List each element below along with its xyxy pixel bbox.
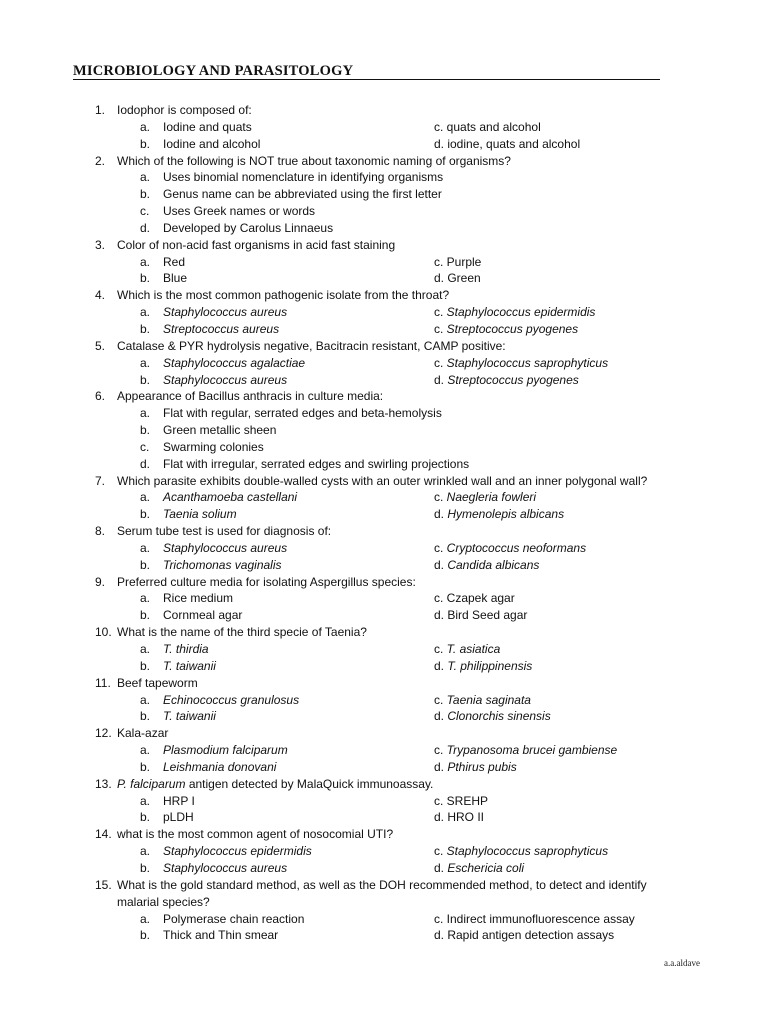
- text-run: T. thirdia: [163, 642, 209, 656]
- option-letter: a.: [140, 355, 151, 370]
- question-number: 4.: [95, 288, 106, 303]
- option-row: [0, 658, 768, 675]
- text-run: Developed by Carolus Linnaeus: [163, 220, 334, 235]
- question-line: [0, 388, 768, 405]
- option-text-right: [434, 860, 524, 877]
- text-run: Taenia solium: [163, 507, 237, 522]
- option-row: [0, 506, 768, 523]
- option-text-right: [434, 809, 484, 826]
- option-row: [0, 254, 768, 271]
- question-text: [117, 473, 647, 490]
- text-run: malarial species?: [117, 894, 210, 909]
- text-run: Blue: [163, 271, 188, 286]
- option-text-right: [434, 270, 481, 287]
- text-run: c. Czapek agar: [434, 591, 515, 606]
- option-text-right: [434, 304, 595, 321]
- option-letter: d.: [140, 456, 151, 471]
- question-number: 13.: [95, 776, 112, 791]
- option-text-right: [434, 607, 527, 624]
- question-text: [117, 826, 393, 843]
- option-row: [0, 708, 768, 725]
- text-run: Echinococcus granulosus: [163, 692, 300, 707]
- option-row: [0, 759, 768, 776]
- option-text: [163, 355, 305, 372]
- text-run: d.: [434, 709, 448, 724]
- text-run: Staphylococcus agalactiae: [163, 355, 306, 370]
- option-letter: b.: [140, 557, 151, 572]
- option-text-right: [434, 692, 531, 709]
- option-text-right: [434, 136, 580, 153]
- text-run: Which parasite exhibits double-walled cysts with an outer wrinkled wall and an inner polygonal wall?: [117, 473, 648, 488]
- text-run: Thick and Thin smear: [163, 928, 279, 943]
- text-run: Eschericia coli: [447, 860, 525, 875]
- option-letter: b.: [140, 372, 151, 387]
- option-letter: a.: [140, 305, 151, 320]
- question-number: 3.: [95, 237, 106, 252]
- question-text: [117, 574, 416, 591]
- option-text-right: [434, 506, 564, 523]
- option-letter: a.: [140, 119, 151, 134]
- option-row: [0, 439, 768, 456]
- option-letter: c.: [140, 204, 150, 219]
- option-row: [0, 203, 768, 220]
- option-letter: b.: [140, 507, 151, 522]
- option-row: [0, 405, 768, 422]
- option-text: [163, 607, 242, 624]
- question-line: [0, 624, 768, 641]
- text-run: d.: [434, 860, 448, 875]
- text-run: Pthirus pubis: [447, 759, 517, 774]
- option-row: [0, 641, 768, 658]
- option-text-right: [434, 254, 481, 271]
- question-text: [117, 877, 647, 894]
- option-text-right: [434, 708, 551, 725]
- text-run: d. Bird Seed agar: [434, 608, 528, 623]
- option-text: [163, 927, 278, 944]
- option-row: [0, 809, 768, 826]
- option-letter: a.: [140, 743, 151, 758]
- text-run: Preferred culture media for isolating Aspergillus species:: [117, 574, 416, 589]
- option-text: [163, 843, 312, 860]
- text-run: Which is the most common pathogenic isolate from the throat?: [117, 288, 450, 303]
- option-text-right: [434, 911, 635, 928]
- question-line: [0, 153, 768, 170]
- question-text: [117, 675, 198, 692]
- text-run: Staphylococcus epidermidis: [446, 305, 596, 320]
- page-title: MICROBIOLOGY AND PARASITOLOGY: [73, 63, 354, 79]
- option-text: [163, 708, 216, 725]
- question-line: [0, 725, 768, 742]
- option-text: [163, 692, 299, 709]
- option-letter: b.: [140, 187, 151, 202]
- question-text: [117, 102, 252, 119]
- option-text-right: [434, 742, 617, 759]
- option-letter: b.: [140, 271, 151, 286]
- text-run: c.: [434, 540, 447, 555]
- text-run: Trichomonas vaginalis: [163, 557, 282, 572]
- text-run: c.: [434, 355, 447, 370]
- option-letter: a.: [140, 692, 151, 707]
- text-run: Iodophor is composed of:: [117, 103, 252, 117]
- text-run: d.: [434, 759, 448, 774]
- question-number: 5.: [95, 338, 106, 353]
- option-text-right: [434, 843, 608, 860]
- option-letter: b.: [140, 136, 151, 151]
- text-run: Trypanosoma brucei gambiense: [446, 743, 618, 758]
- option-letter: c.: [140, 439, 150, 454]
- text-run: Acanthamoeba castellani: [163, 490, 298, 505]
- option-text: [163, 759, 276, 776]
- text-run: What is the gold standard method, as well as the DOH recommended method, to detect and identify: [117, 877, 647, 892]
- option-row: [0, 119, 768, 136]
- text-run: Appearance of Bacillus anthracis in culture media:: [117, 389, 384, 404]
- text-run: T. taiwanii: [163, 658, 216, 673]
- text-run: c.: [434, 642, 447, 656]
- option-row: [0, 793, 768, 810]
- option-row: [0, 422, 768, 439]
- text-run: c. SREHP: [434, 793, 489, 808]
- text-run: Naegleria fowleri: [446, 490, 537, 505]
- question-text: [117, 287, 449, 304]
- question-number: 7.: [95, 473, 106, 488]
- text-run: d. Green: [434, 271, 481, 286]
- text-run: Flat with irregular, serrated edges and swirling projections: [163, 456, 470, 471]
- option-text: [163, 304, 287, 321]
- option-letter: a.: [140, 254, 151, 269]
- option-text: [163, 540, 287, 557]
- option-text: [163, 321, 279, 338]
- text-run: Leishmania donovani: [163, 759, 277, 774]
- text-run: Uses binomial nomenclature in identifying organisms: [163, 170, 444, 185]
- option-row: [0, 742, 768, 759]
- text-run: d. HRO II: [434, 810, 485, 825]
- text-run: What is the name of the third specie of Taenia?: [117, 625, 367, 640]
- text-run: c. quats and alcohol: [434, 119, 541, 134]
- option-row: [0, 927, 768, 944]
- text-run: T. philippinensis: [447, 658, 533, 673]
- option-row: [0, 355, 768, 372]
- question-line: [0, 826, 768, 843]
- question-number: 6.: [95, 389, 106, 404]
- question-line: [0, 877, 768, 894]
- option-letter: b.: [140, 759, 151, 774]
- text-run: d.: [434, 557, 448, 572]
- option-text: [163, 557, 282, 574]
- question-line: [0, 574, 768, 591]
- option-letter: b.: [140, 423, 151, 438]
- text-run: Taenia saginata: [446, 692, 531, 707]
- option-row: [0, 136, 768, 153]
- text-run: Flat with regular, serrated edges and beta-hemolysis: [163, 406, 442, 421]
- option-letter: a.: [140, 540, 151, 555]
- option-text-right: [434, 119, 541, 136]
- option-row: [0, 557, 768, 574]
- option-letter: b.: [140, 321, 151, 336]
- question-number: 10.: [95, 625, 112, 640]
- text-run: antigen detected by MalaQuick immunoassay.: [185, 776, 434, 791]
- text-run: Which of the following is NOT true about taxonomic naming of organisms?: [117, 153, 511, 168]
- text-run: Iodine and quats: [163, 119, 252, 134]
- question-number: 12.: [95, 726, 112, 741]
- option-text: [163, 506, 237, 523]
- text-run: Catalase & PYR hydrolysis negative, Bacitracin resistant, CAMP positive:: [117, 338, 506, 353]
- option-row: [0, 270, 768, 287]
- option-text: [163, 742, 288, 759]
- question-number: 1.: [95, 103, 106, 117]
- text-run: c.: [434, 844, 447, 859]
- option-text-right: [434, 658, 532, 675]
- option-text-right: [434, 793, 488, 810]
- option-text-right: [434, 540, 586, 557]
- text-run: Color of non-acid fast organisms in acid fast staining: [117, 237, 396, 252]
- option-letter: a.: [140, 911, 151, 926]
- title-rule-line: [410, 79, 660, 80]
- question-text: [117, 894, 210, 911]
- option-letter: a.: [140, 490, 151, 505]
- question-text: [117, 624, 367, 641]
- text-run: Staphylococcus aureus: [163, 860, 288, 875]
- option-text: [163, 372, 287, 389]
- option-text-right: [434, 590, 515, 607]
- text-run: Kala-azar: [117, 726, 169, 741]
- option-text: [163, 270, 187, 287]
- option-text-right: [434, 759, 517, 776]
- text-run: P. falciparum: [117, 776, 186, 791]
- option-text: [163, 422, 276, 439]
- text-run: Polymerase chain reaction: [163, 911, 305, 926]
- option-text: [163, 220, 333, 237]
- option-row: [0, 169, 768, 186]
- question-text: [117, 388, 383, 405]
- option-row: [0, 540, 768, 557]
- text-run: Cornmeal agar: [163, 608, 243, 623]
- option-row: [0, 372, 768, 389]
- option-text: [163, 641, 209, 658]
- option-text: [163, 860, 287, 877]
- text-run: d.: [434, 507, 448, 522]
- text-run: Genus name can be abbreviated using the first letter: [163, 187, 442, 202]
- question-line: [0, 523, 768, 540]
- text-run: Serum tube test is used for diagnosis of:: [117, 524, 332, 539]
- question-line-continued: [0, 894, 768, 911]
- text-run: what is the most common agent of nosocomial UTI?: [117, 827, 394, 842]
- text-run: Staphylococcus aureus: [163, 540, 288, 555]
- question-line: [0, 237, 768, 254]
- option-row: [0, 220, 768, 237]
- option-letter: b.: [140, 928, 151, 943]
- text-run: Cryptococcus neoformans: [446, 540, 587, 555]
- option-text-right: [434, 927, 614, 944]
- option-text: [163, 590, 233, 607]
- text-run: d. Rapid antigen detection assays: [434, 928, 615, 943]
- option-text-right: [434, 355, 608, 372]
- text-run: Streptococcus pyogenes: [447, 372, 579, 387]
- option-row: [0, 186, 768, 203]
- text-run: c. Indirect immunofluorescence assay: [434, 911, 635, 926]
- question-text: [117, 153, 511, 170]
- text-run: Beef tapeworm: [117, 675, 198, 690]
- question-text: [117, 725, 168, 742]
- text-run: c.: [434, 321, 447, 336]
- option-text: [163, 911, 304, 928]
- option-letter: d.: [140, 220, 151, 235]
- question-number: 11.: [95, 675, 111, 690]
- option-text: [163, 793, 195, 810]
- text-run: Iodine and alcohol: [163, 136, 261, 151]
- text-run: c.: [434, 490, 447, 505]
- option-text: [163, 186, 442, 203]
- option-row: [0, 304, 768, 321]
- question-line: [0, 776, 768, 793]
- option-letter: a.: [140, 642, 151, 656]
- author-footer: a.a.aldave: [664, 958, 700, 968]
- option-text: [163, 405, 442, 422]
- option-text-right: [434, 489, 536, 506]
- text-run: c.: [434, 692, 447, 707]
- text-run: Candida albicans: [447, 557, 540, 572]
- question-line: [0, 102, 768, 119]
- option-letter: a.: [140, 793, 151, 808]
- question-text: [117, 776, 433, 793]
- option-row: [0, 911, 768, 928]
- option-row: [0, 321, 768, 338]
- text-run: Rice medium: [163, 591, 234, 606]
- option-text: [163, 809, 194, 826]
- text-run: Staphylococcus saprophyticus: [446, 355, 609, 370]
- text-run: Hymenolepis albicans: [447, 507, 565, 522]
- option-text: [163, 658, 216, 675]
- question-line: [0, 338, 768, 355]
- option-letter: a.: [140, 844, 151, 859]
- text-run: c.: [434, 743, 447, 758]
- question-line: [0, 473, 768, 490]
- question-number: 9.: [95, 574, 106, 589]
- text-run: Green metallic sheen: [163, 423, 277, 438]
- text-run: d. iodine, quats and alcohol: [434, 136, 581, 151]
- text-run: c.: [434, 305, 447, 320]
- text-run: pLDH: [163, 810, 194, 825]
- option-row: [0, 456, 768, 473]
- option-letter: a.: [140, 170, 151, 185]
- option-letter: b.: [140, 860, 151, 875]
- option-row: [0, 590, 768, 607]
- text-run: Swarming colonies: [163, 439, 264, 454]
- text-run: d.: [434, 658, 448, 673]
- option-text: [163, 489, 297, 506]
- text-run: Plasmodium falciparum: [163, 743, 288, 758]
- text-run: c. Purple: [434, 254, 482, 269]
- option-text: [163, 254, 185, 271]
- question-number: 15.: [95, 877, 112, 892]
- text-run: T. taiwanii: [163, 709, 216, 724]
- question-line: [0, 287, 768, 304]
- option-row: [0, 843, 768, 860]
- title-underline: [73, 79, 410, 80]
- option-text-right: [434, 557, 539, 574]
- option-letter: a.: [140, 591, 151, 606]
- option-text: [163, 119, 252, 136]
- option-letter: b.: [140, 810, 151, 825]
- text-run: Staphylococcus aureus: [163, 372, 288, 387]
- question-number: 14.: [95, 827, 112, 842]
- question-text: [117, 523, 331, 540]
- text-run: Streptococcus pyogenes: [446, 321, 579, 336]
- question-text: [117, 338, 506, 355]
- text-run: Clonorchis sinensis: [447, 709, 551, 724]
- text-run: d.: [434, 372, 448, 387]
- text-run: T. asiatica: [446, 642, 501, 656]
- question-line: [0, 675, 768, 692]
- option-text: [163, 203, 315, 220]
- question-number: 8.: [95, 524, 106, 539]
- text-run: Streptococcus aureus: [163, 321, 280, 336]
- text-run: HRP I: [163, 793, 195, 808]
- text-run: Uses Greek names or words: [163, 204, 316, 219]
- option-text-right: [434, 641, 500, 658]
- option-row: [0, 607, 768, 624]
- option-row: [0, 860, 768, 877]
- option-row: [0, 692, 768, 709]
- option-letter: b.: [140, 658, 151, 673]
- option-text-right: [434, 372, 579, 389]
- option-text: [163, 456, 469, 473]
- text-run: Red: [163, 254, 186, 269]
- option-row: [0, 489, 768, 506]
- option-letter: b.: [140, 709, 151, 724]
- text-run: Staphylococcus aureus: [163, 305, 288, 320]
- option-text: [163, 439, 264, 456]
- text-run: Staphylococcus saprophyticus: [446, 844, 609, 859]
- text-run: Staphylococcus epidermidis: [163, 844, 312, 859]
- question-list: [0, 102, 768, 944]
- option-letter: a.: [140, 406, 151, 421]
- option-letter: b.: [140, 608, 151, 623]
- option-text-right: [434, 321, 578, 338]
- question-number: 2.: [95, 153, 106, 168]
- option-text: [163, 169, 443, 186]
- option-text: [163, 136, 260, 153]
- question-text: [117, 237, 395, 254]
